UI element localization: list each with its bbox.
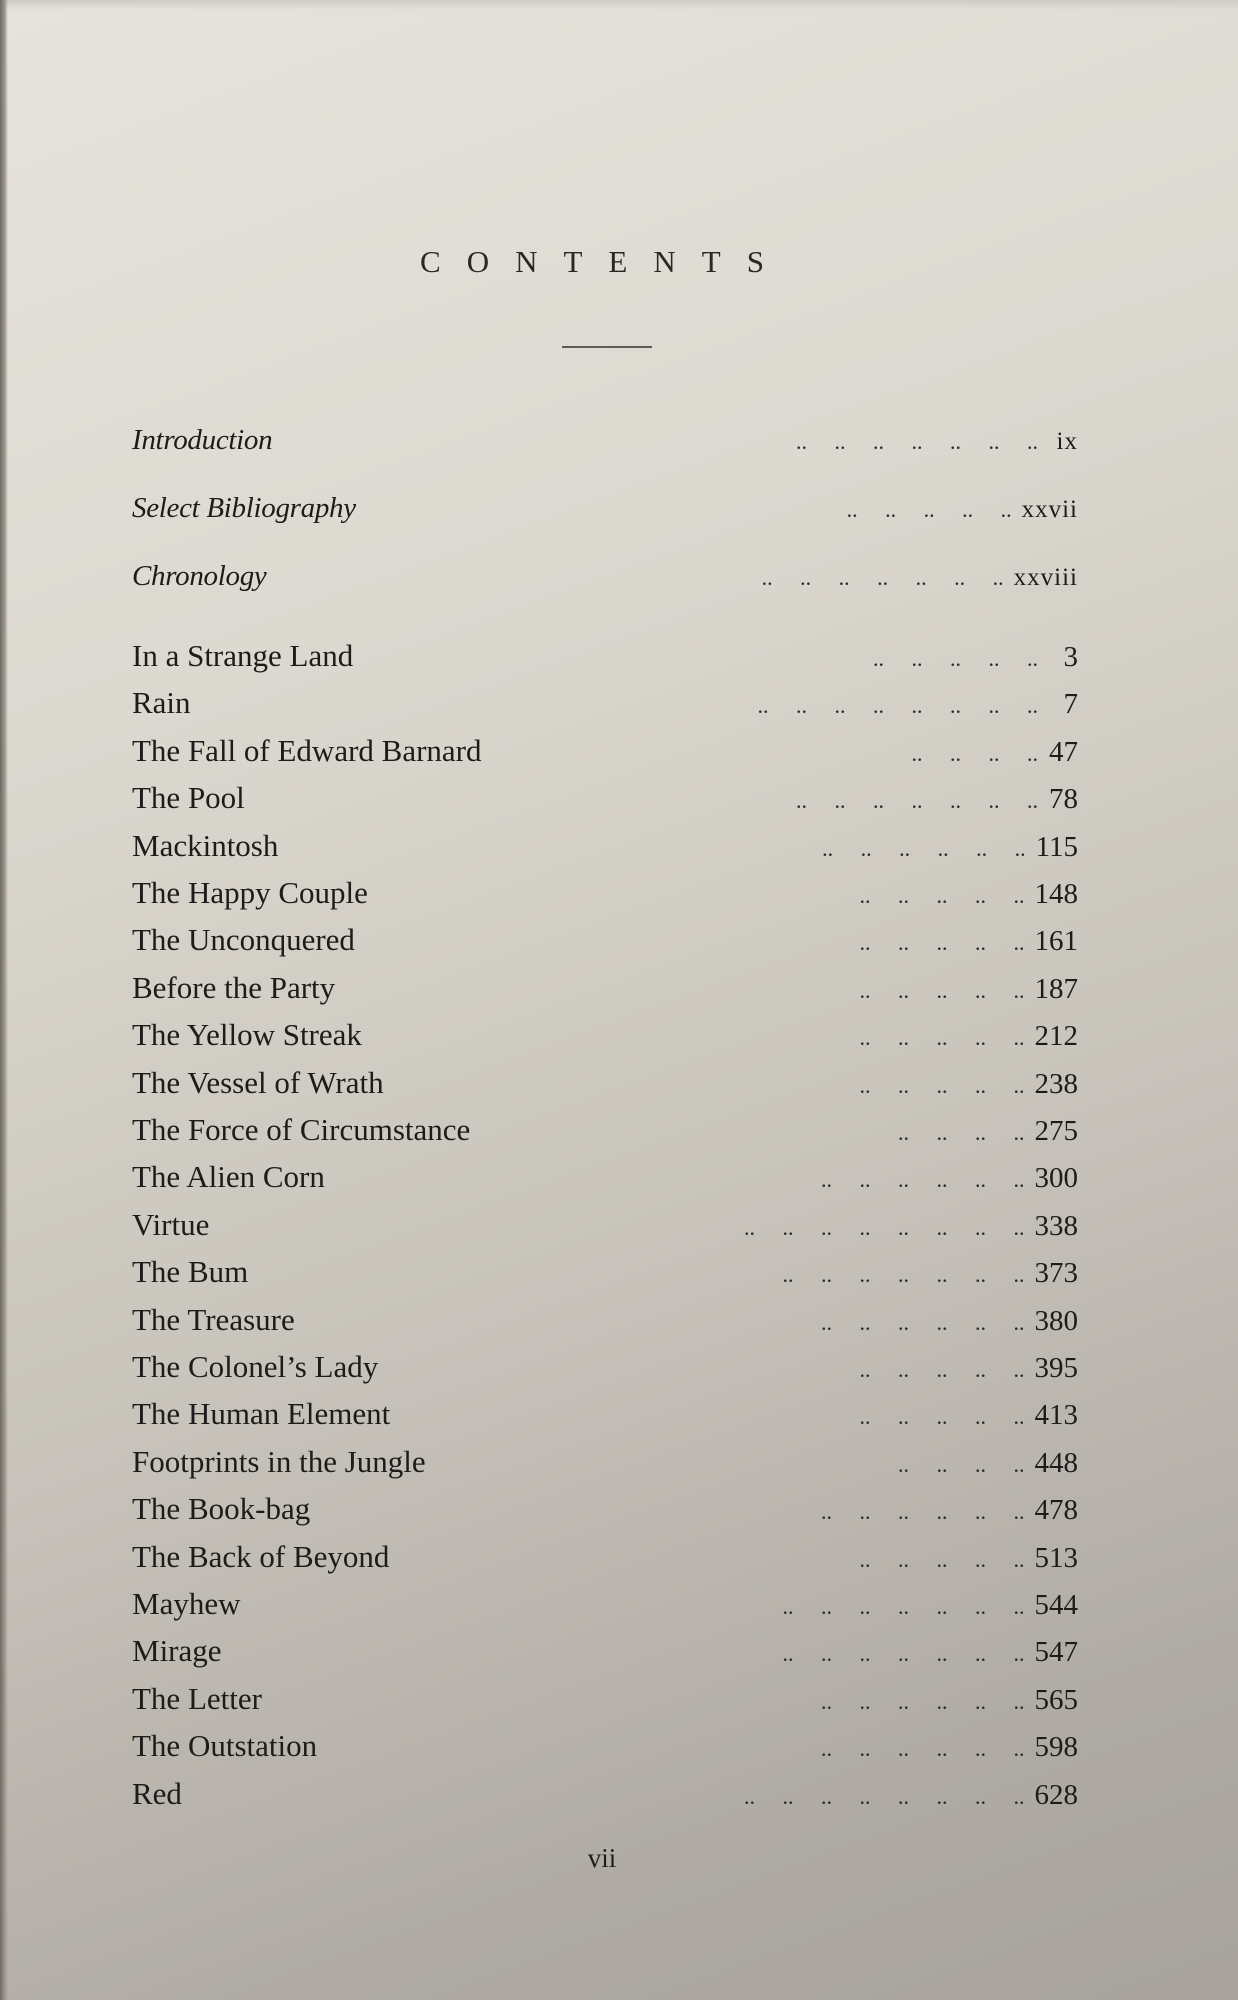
toc-entry-title: The Human Element [132, 1396, 391, 1432]
toc-entry-title: The Fall of Edward Barnard [132, 732, 482, 768]
toc-entry-page: 628 [1034, 1778, 1078, 1811]
dot-leader: .. .. .. .. .. [859, 1025, 1025, 1051]
toc-entry-page: 395 [1034, 1352, 1078, 1384]
toc-entry-page: xxvii [1021, 496, 1078, 523]
toc-entry-title: The Back of Beyond [132, 1538, 390, 1574]
toc-entry [132, 1442, 1078, 1482]
dot-leader: .. .. .. .. .. [846, 497, 1012, 522]
toc-entry-title: The Yellow Streak [132, 1017, 362, 1053]
dot-leader: .. .. .. .. .. .. .. [796, 429, 1038, 454]
toc-entry [132, 1584, 1078, 1624]
toc-entry-title: Mirage [132, 1633, 222, 1669]
dot-leader: .. .. .. .. .. .. [822, 835, 1026, 861]
dot-leader: .. .. .. .. .. [859, 930, 1025, 956]
toc-entry-title: The Vessel of Wrath [132, 1064, 384, 1100]
dot-leader: .. .. .. .. .. .. .. .. [757, 693, 1038, 719]
toc-entry [132, 1679, 1078, 1719]
toc-entry-page: 373 [1034, 1257, 1078, 1290]
toc-entry-page: xxviii [1013, 564, 1078, 591]
dot-leader: .. .. .. .. .. [859, 977, 1025, 1003]
dot-leader: .. .. .. .. .. .. .. [796, 788, 1038, 814]
toc-entry-page: 300 [1034, 1162, 1078, 1195]
toc-entry [132, 683, 1078, 723]
page-gutter-shadow [0, 0, 8, 2000]
toc-entry-page: 275 [1034, 1115, 1078, 1147]
toc-entry-page: 7 [1063, 688, 1078, 721]
page-number: vii [587, 1843, 617, 1873]
dot-leader: .. .. .. .. .. .. [821, 1167, 1025, 1193]
page-title: CONTENTS [420, 244, 790, 279]
dot-leader: .. .. .. .. .. .. .. [782, 1641, 1025, 1667]
dot-leader: .. .. .. .. .. .. [821, 1736, 1025, 1762]
toc-entry-page: 413 [1034, 1399, 1078, 1432]
toc-entry [132, 731, 1078, 771]
toc-entry [132, 1205, 1078, 1245]
toc-entry-page: 187 [1034, 972, 1078, 1005]
toc-entry-page: 598 [1034, 1731, 1078, 1764]
toc-entry-title: Introduction [132, 424, 273, 456]
dot-leader: .. .. .. .. .. [859, 1072, 1025, 1098]
dot-leader: .. .. .. .. .. .. .. .. [744, 1214, 1025, 1240]
dot-leader: .. .. .. .. .. .. [821, 1499, 1025, 1525]
toc-entry-title: The Treasure [132, 1301, 295, 1337]
toc-entry-page: 47 [1049, 735, 1078, 768]
toc-entry [132, 1157, 1078, 1197]
toc-entry [132, 1489, 1078, 1529]
toc-entry-page: 161 [1034, 925, 1078, 958]
toc-entry-title: Mackintosh [132, 827, 279, 863]
toc-entry-page: 513 [1034, 1541, 1078, 1574]
toc-entry-title: The Force of Circumstance [132, 1112, 471, 1147]
toc-entry-title: Red [132, 1775, 182, 1811]
toc-entry [132, 1631, 1078, 1671]
toc-entry-page: 565 [1034, 1683, 1078, 1716]
toc-entry [132, 1300, 1078, 1340]
dot-leader: .. .. .. .. .. .. .. .. [744, 1783, 1025, 1809]
toc-entry-page: 478 [1034, 1494, 1078, 1527]
toc-entry-page: 380 [1034, 1304, 1078, 1337]
toc-entry [132, 873, 1078, 913]
toc-entry [132, 826, 1078, 866]
title-rule [562, 346, 652, 348]
toc-entry-title: Rain [132, 685, 191, 721]
toc-entry-page: 238 [1034, 1067, 1078, 1100]
dot-leader: .. .. .. .. .. .. [821, 1688, 1025, 1714]
dot-leader: .. .. .. .. [911, 740, 1038, 766]
toc-entry-page: 115 [1035, 830, 1078, 863]
dot-leader: .. .. .. .. .. [859, 1357, 1025, 1382]
toc-entry [132, 968, 1078, 1008]
toc-entry [132, 1347, 1078, 1387]
toc-entry [132, 1774, 1078, 1814]
toc-entry-title: The Book-bag [132, 1491, 311, 1527]
toc-entry [132, 556, 1078, 596]
toc-entry-title: Before the Party [132, 969, 336, 1005]
dot-leader: .. .. .. .. .. .. .. [761, 565, 1004, 590]
dot-leader: .. .. .. .. .. .. .. [782, 1594, 1025, 1619]
toc-entry-page: 338 [1034, 1209, 1078, 1242]
toc-entry-title: The Colonel’s Lady [132, 1349, 379, 1384]
toc-entry [132, 1252, 1078, 1292]
toc-entry-title: Mayhew [132, 1586, 241, 1621]
dot-leader: .. .. .. .. [898, 1120, 1025, 1145]
toc-entry-title: In a Strange Land [132, 638, 354, 673]
toc-entry [132, 920, 1078, 960]
toc-entry-title: Select Bibliography [132, 492, 356, 524]
toc-entry [132, 1063, 1078, 1103]
toc-entry-title: The Bum [132, 1254, 249, 1290]
dot-leader: .. .. .. .. .. .. .. [782, 1262, 1025, 1288]
toc-entry [132, 420, 1078, 460]
toc-entry-title: The Unconquered [132, 922, 355, 958]
page-top-shadow [0, 0, 1238, 10]
toc-entry-title: Footprints in the Jungle [132, 1443, 426, 1479]
toc-entry-page: 3 [1063, 641, 1078, 673]
toc-entry [132, 1015, 1078, 1055]
toc-entry-page: 448 [1034, 1446, 1078, 1479]
toc-entry-title: The Outstation [132, 1728, 318, 1764]
toc-entry-page: 547 [1034, 1636, 1078, 1669]
toc-entry [132, 1537, 1078, 1577]
dot-leader: .. .. .. .. .. [873, 646, 1038, 671]
toc-entry [132, 1110, 1078, 1150]
dot-leader: .. .. .. .. .. [859, 1546, 1025, 1572]
toc-entry [132, 1394, 1078, 1434]
dot-leader: .. .. .. .. .. .. [821, 1309, 1025, 1335]
toc-entry-title: The Letter [132, 1680, 262, 1716]
toc-entry [132, 488, 1078, 528]
toc-entry-page: 78 [1049, 783, 1078, 816]
toc-entry-title: The Happy Couple [132, 875, 368, 910]
toc-entry [132, 778, 1078, 818]
toc-entry [132, 636, 1078, 676]
toc-entry-title: Virtue [132, 1206, 210, 1242]
toc-entry-page: 148 [1034, 878, 1078, 910]
toc-entry-title: The Alien Corn [132, 1159, 325, 1195]
toc-entry-page: ix [1056, 428, 1078, 455]
toc-entry-title: The Pool [132, 780, 245, 816]
toc-entry-page: 212 [1034, 1020, 1078, 1053]
toc-entry-page: 544 [1034, 1589, 1078, 1621]
dot-leader: .. .. .. .. .. [859, 883, 1025, 908]
dot-leader: .. .. .. .. [898, 1451, 1025, 1477]
toc-entry [132, 1726, 1078, 1766]
toc-entry-title: Chronology [132, 560, 267, 592]
dot-leader: .. .. .. .. .. [859, 1404, 1025, 1430]
